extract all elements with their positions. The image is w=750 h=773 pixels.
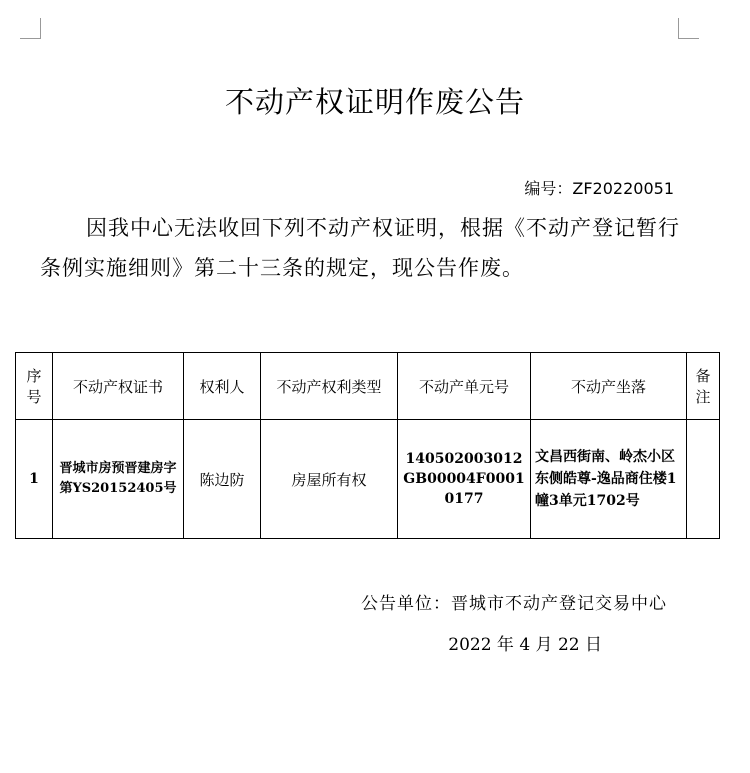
cell-unit-no: 140502003012GB00004F00010177 <box>398 420 531 539</box>
issue-date: 2022 年 4 月 22 日 <box>448 635 602 655</box>
table-header-row <box>16 353 720 420</box>
document-title: 不动产权证明作废公告 <box>224 85 525 119</box>
cell-seq: 1 <box>16 420 53 539</box>
issuer: 公告单位：晋城市不动产登记交易中心 <box>361 594 667 614</box>
certificate-table <box>15 352 720 539</box>
header-remark: 备注 <box>687 353 720 420</box>
header-unit-no: 不动产单元号 <box>398 353 531 420</box>
announcement-paragraph: 因我中心无法收回下列不动产权证明，根据《不动产登记暂行条例实施细则》第二十三条的规定，现公告作废。 <box>40 216 680 280</box>
cell-holder: 陈边防 <box>184 420 261 539</box>
cell-remark <box>687 420 720 539</box>
cell-cert: 晋城市房预晋建房字第YS20152405号 <box>53 420 184 539</box>
header-right-type: 不动产权利类型 <box>261 353 398 420</box>
header-holder: 权利人 <box>184 353 261 420</box>
cell-right-type: 房屋所有权 <box>261 420 398 539</box>
document-number: 编号：ZF20220051 <box>524 179 674 198</box>
header-location: 不动产坐落 <box>531 353 687 420</box>
page-corner-mark-left <box>20 18 41 39</box>
header-seq: 序号 <box>16 353 53 420</box>
cell-location: 文昌西街南、岭杰小区东侧皓尊-逸品商住楼1幢3单元1702号 <box>531 420 687 539</box>
table-row <box>16 420 720 539</box>
page-corner-mark-right <box>678 18 699 39</box>
header-cert: 不动产权证书 <box>53 353 184 420</box>
